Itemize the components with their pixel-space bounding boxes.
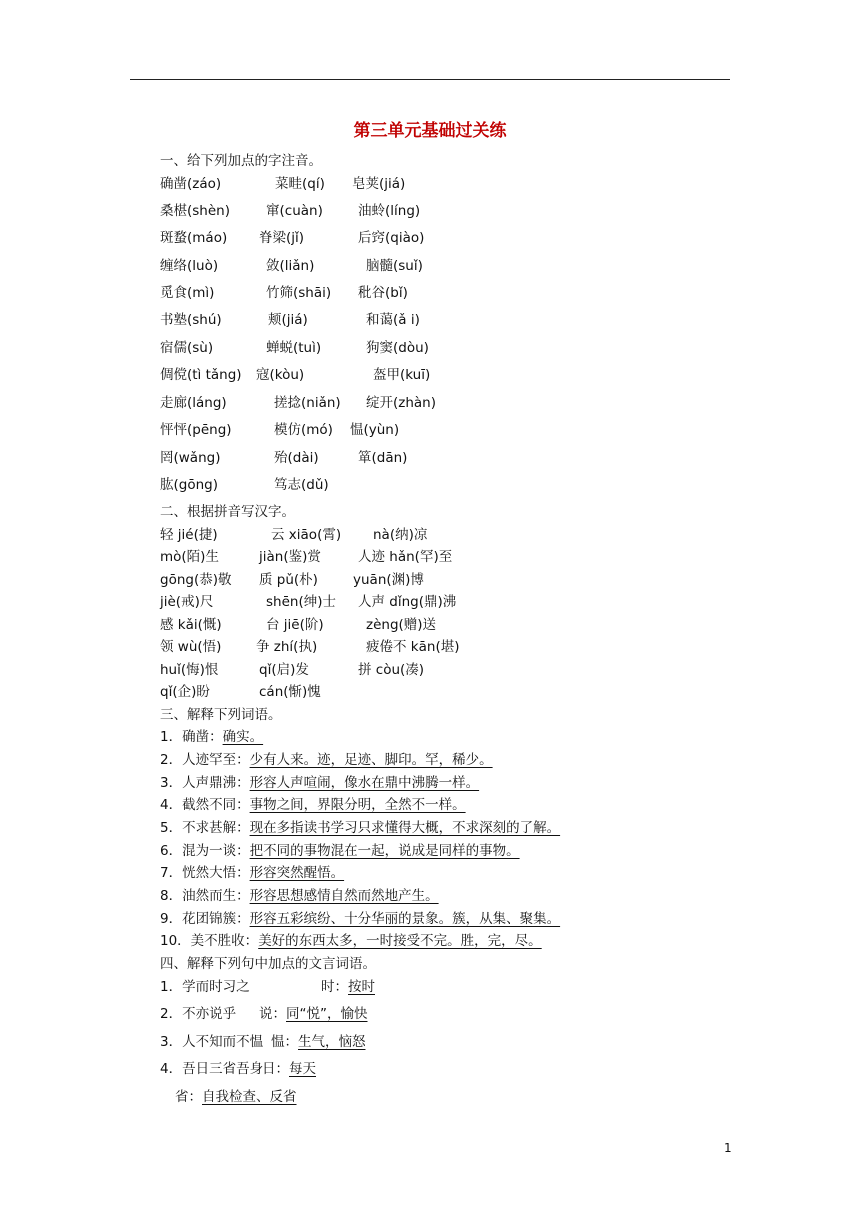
pinyin-item: 倜傥(tì tǎng) (160, 367, 242, 383)
hanzi-item: zèng(赠)送 (366, 617, 437, 633)
hanzi-item: qǐ(启)发 (259, 662, 309, 678)
term: 9．花团锦簇： (160, 911, 250, 927)
term-definition (160, 796, 466, 814)
hanzi-item: 疲倦不 kān(堪) (366, 639, 460, 655)
definition-answer: 把不同的事物混在一起，说成是同样的事物。 (249, 843, 520, 859)
term: 5．不求甚解： (160, 820, 250, 836)
pinyin-item: 秕谷(bǐ) (358, 285, 408, 301)
word-meaning: 同“悦”，愉快 (286, 1006, 368, 1022)
hanzi-item: 轻 jié(捷) (160, 527, 218, 543)
pinyin-item: 窜(cuàn) (266, 203, 323, 219)
hanzi-item: huǐ(悔)恨 (160, 662, 219, 678)
pinyin-item: 搓捻(niǎn) (274, 395, 341, 411)
classical-sentence: 4．吾日三省吾身 (160, 1061, 264, 1077)
hanzi-item: qǐ(企)盼 (160, 684, 210, 700)
term-definition (160, 842, 520, 860)
pinyin-item: 桑椹(shèn) (160, 203, 230, 219)
pinyin-item: 和蔼(ǎ i) (366, 312, 420, 328)
section2-heading: 二、根据拼音写汉字。 (160, 504, 295, 520)
term: 10．美不胜收： (160, 933, 259, 949)
term-definition (160, 910, 560, 928)
word-label: 日： (262, 1061, 289, 1077)
hanzi-item: 拼 còu(凑) (358, 662, 425, 678)
pinyin-item: 怦怦(pēng) (160, 422, 232, 438)
pinyin-item: 绽开(zhàn) (366, 395, 437, 411)
pinyin-item: 缠络(luò) (160, 258, 219, 274)
section4-heading: 四、解释下列句中加点的文言词语。 (160, 956, 376, 972)
term: 7．恍然大悟： (160, 865, 250, 881)
hanzi-item: mò(陌)生 (160, 549, 219, 565)
word-label: 说： (259, 1006, 286, 1022)
term-definition (160, 819, 560, 837)
hanzi-item: yuān(渊)博 (353, 572, 424, 588)
hanzi-item: 台 jiē(阶) (266, 617, 324, 633)
classical-word (262, 1060, 316, 1078)
classical-word (175, 1088, 297, 1106)
word-meaning: 按时 (348, 979, 375, 995)
page-number: 1 (724, 1141, 732, 1155)
term: 3．人声鼎沸： (160, 775, 250, 791)
classical-sentence: 2．不亦说乎 (160, 1006, 237, 1022)
term-definition (160, 887, 439, 905)
hanzi-item: 质 pǔ(朴) (259, 572, 318, 588)
pinyin-item: 脊梁(jǐ) (259, 230, 305, 246)
hanzi-item: 争 zhí(执) (256, 639, 318, 655)
pinyin-item: 后窍(qiào) (358, 230, 425, 246)
pinyin-item: 笃志(dǔ) (274, 477, 329, 493)
pinyin-item: 走廊(láng) (160, 395, 227, 411)
definition-answer: 少有人来。迹，足迹、脚印。罕，稀少。 (249, 752, 493, 768)
pinyin-item: 书塾(shú) (160, 312, 222, 328)
term-definition (160, 774, 479, 792)
definition-answer: 事物之间，界限分明，全然不一样。 (249, 797, 466, 813)
pinyin-item: 箪(dān) (358, 450, 408, 466)
term: 8．油然而生： (160, 888, 250, 904)
definition-answer: 形容思想感情自然而然地产生。 (249, 888, 439, 904)
hanzi-item: 感 kǎi(慨) (160, 617, 222, 633)
hanzi-item: 领 wù(悟) (160, 639, 222, 655)
pinyin-item: 颊(jiá) (268, 312, 308, 328)
word-meaning: 自我检查、反省 (202, 1089, 297, 1105)
hanzi-item: cán(惭)愧 (259, 684, 321, 700)
pinyin-item: 愠(yùn) (350, 422, 400, 438)
word-label: 省： (175, 1089, 202, 1105)
hanzi-item: nà(纳)凉 (373, 527, 428, 543)
page-title: 第三单元基础过关练 (353, 121, 507, 141)
hanzi-item: jiàn(鉴)赏 (259, 549, 321, 565)
word-meaning: 每天 (289, 1061, 316, 1077)
classical-sentence: 3．人不知而不愠 (160, 1034, 264, 1050)
pinyin-item: 皂荚(jiá) (352, 176, 406, 192)
pinyin-item: 确凿(záo) (160, 176, 222, 192)
hanzi-item: 人声 dǐng(鼎)沸 (358, 594, 457, 610)
pinyin-item: 殆(dài) (274, 450, 319, 466)
pinyin-item: 模仿(mó) (274, 422, 333, 438)
hanzi-item: gōng(恭)敬 (160, 572, 232, 588)
classical-word (271, 1033, 366, 1051)
pinyin-item: 罔(wǎng) (160, 450, 221, 466)
pinyin-item: 菜畦(qí) (275, 176, 325, 192)
pinyin-item: 宿儒(sù) (160, 340, 214, 356)
classical-word (259, 1005, 368, 1023)
word-meaning: 生气，恼怒 (298, 1034, 366, 1050)
pinyin-item: 斑蝥(máo) (160, 230, 228, 246)
pinyin-item: 竹筛(shāi) (266, 285, 332, 301)
pinyin-item: 盔甲(kuī) (373, 367, 431, 383)
definition-answer: 形容突然醒悟。 (249, 865, 345, 881)
definition-answer: 形容人声喧闹，像水在鼎中沸腾一样。 (249, 775, 480, 791)
pinyin-item: 狗窦(dòu) (366, 340, 429, 356)
pinyin-item: 肱(gōng) (160, 477, 218, 493)
classical-word (321, 978, 375, 996)
term: 2．人迹罕至： (160, 752, 250, 768)
definition-answer: 确实。 (222, 729, 264, 745)
pinyin-item: 觅食(mì) (160, 285, 215, 301)
pinyin-item: 蝉蜕(tuì) (266, 340, 322, 356)
hanzi-item: shēn(绅)士 (266, 594, 336, 610)
definition-answer: 美好的东西太多，一时接受不完。胜，完，尽。 (258, 933, 542, 949)
definition-answer: 形容五彩缤纷、十分华丽的景象。簇，从集、聚集。 (249, 911, 561, 927)
word-label: 愠： (271, 1034, 298, 1050)
classical-sentence: 1．学而时习之 (160, 979, 250, 995)
term-definition (160, 728, 263, 746)
pinyin-item: 脑髓(suǐ) (366, 258, 423, 274)
pinyin-item: 敛(liǎn) (266, 258, 315, 274)
hanzi-item: 云 xiāo(霄) (271, 527, 342, 543)
pinyin-item: 寇(kòu) (256, 367, 305, 383)
header-rule (130, 79, 730, 80)
word-label: 时： (321, 979, 348, 995)
term: 6．混为一谈： (160, 843, 250, 859)
definition-answer: 现在多指读书学习只求懂得大概，不求深刻的了解。 (249, 820, 561, 836)
term-definition (160, 751, 493, 769)
term-definition (160, 864, 344, 882)
pinyin-item: 油蛉(líng) (358, 203, 421, 219)
section1-heading: 一、给下列加点的字注音。 (160, 153, 322, 169)
term: 1．确凿： (160, 729, 223, 745)
hanzi-item: jiè(戒)尺 (160, 594, 214, 610)
section3-heading: 三、解释下列词语。 (160, 707, 282, 723)
term: 4．截然不同： (160, 797, 250, 813)
term-definition (160, 932, 542, 950)
hanzi-item: 人迹 hǎn(罕)至 (358, 549, 453, 565)
